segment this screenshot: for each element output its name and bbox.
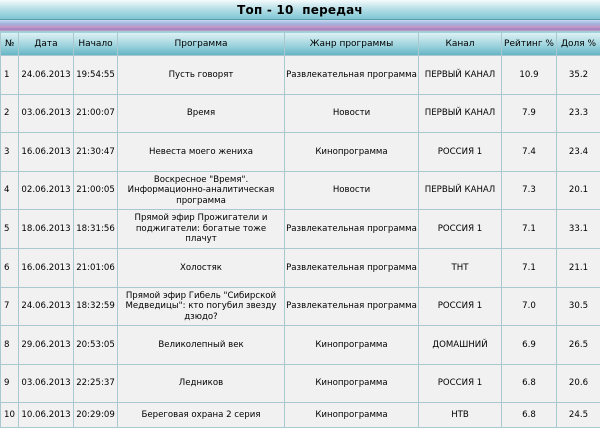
cell-program: Ледников	[118, 364, 285, 403]
cell-program: Прямой эфир Прожигатели и поджигатели: богатые тоже плачут	[118, 210, 285, 249]
cell-rating: 10.9	[502, 56, 557, 95]
cell-share: 35.2	[557, 56, 600, 95]
cell-share: 23.4	[557, 133, 600, 172]
column-header-genre: Жанр программы	[285, 32, 419, 56]
cell-rating: 7.3	[502, 171, 557, 210]
column-header-rating: Рейтинг %	[502, 32, 557, 56]
cell-program: Пусть говорят	[118, 56, 285, 95]
cell-genre: Кинопрограмма	[285, 133, 419, 172]
column-header-channel: Канал	[419, 32, 502, 56]
cell-rating: 7.1	[502, 248, 557, 287]
cell-date: 16.06.2013	[19, 248, 74, 287]
cell-number: 4	[1, 171, 19, 210]
cell-start: 18:32:59	[74, 287, 118, 326]
cell-share: 23.3	[557, 94, 600, 133]
cell-rating: 6.9	[502, 326, 557, 365]
cell-start: 21:00:05	[74, 171, 118, 210]
cell-program: Великолепный век	[118, 326, 285, 365]
cell-genre: Развлекательная программа	[285, 56, 419, 95]
cell-share: 20.6	[557, 364, 600, 403]
table-row	[1, 287, 600, 326]
cell-program: Береговая охрана 2 серия	[118, 403, 285, 428]
cell-start: 22:25:37	[74, 364, 118, 403]
cell-genre: Кинопрограмма	[285, 403, 419, 428]
cell-channel: РОССИЯ 1	[419, 133, 502, 172]
cell-rating: 7.0	[502, 287, 557, 326]
cell-channel: ДОМАШНИЙ	[419, 326, 502, 365]
table-row	[1, 171, 600, 210]
cell-share: 30.5	[557, 287, 600, 326]
cell-channel: РОССИЯ 1	[419, 210, 502, 249]
cell-share: 24.5	[557, 403, 600, 428]
cell-date: 03.06.2013	[19, 94, 74, 133]
cell-number: 6	[1, 248, 19, 287]
table-row	[1, 248, 600, 287]
cell-number: 9	[1, 364, 19, 403]
column-header-start: Начало	[74, 32, 118, 56]
cell-genre: Новости	[285, 171, 419, 210]
cell-start: 20:53:05	[74, 326, 118, 365]
table-row	[1, 133, 600, 172]
table-row	[1, 403, 600, 428]
column-header-program: Программа	[118, 32, 285, 56]
cell-number: 10	[1, 403, 19, 428]
cell-rating: 7.4	[502, 133, 557, 172]
cell-number: 2	[1, 94, 19, 133]
cell-channel: ПЕРВЫЙ КАНАЛ	[419, 56, 502, 95]
cell-start: 20:29:09	[74, 403, 118, 428]
cell-genre: Новости	[285, 94, 419, 133]
column-header-number: №	[1, 32, 19, 56]
cell-date: 24.06.2013	[19, 56, 74, 95]
cell-program: Прямой эфир Гибель "Сибирской Медведицы": кто погубил звезду дзюдо?	[118, 287, 285, 326]
cell-start: 21:00:07	[74, 94, 118, 133]
cell-date: 10.06.2013	[19, 403, 74, 428]
table-title-bar	[0, 0, 600, 20]
cell-date: 29.06.2013	[19, 326, 74, 365]
cell-program: Время	[118, 94, 285, 133]
cell-channel: ПЕРВЫЙ КАНАЛ	[419, 171, 502, 210]
cell-share: 20.1	[557, 171, 600, 210]
cell-share: 33.1	[557, 210, 600, 249]
cell-program: Холостяк	[118, 248, 285, 287]
cell-number: 1	[1, 56, 19, 95]
column-header-share: Доля %	[557, 32, 600, 56]
cell-channel: ТНТ	[419, 248, 502, 287]
cell-number: 8	[1, 326, 19, 365]
cell-program: Невеста моего жениха	[118, 133, 285, 172]
cell-rating: 6.8	[502, 403, 557, 428]
cell-channel: ПЕРВЫЙ КАНАЛ	[419, 94, 502, 133]
cell-rating: 7.9	[502, 94, 557, 133]
cell-channel: НТВ	[419, 403, 502, 428]
cell-genre: Кинопрограмма	[285, 326, 419, 365]
table-row	[1, 94, 600, 133]
cell-share: 21.1	[557, 248, 600, 287]
header-row	[1, 32, 600, 56]
cell-date: 02.06.2013	[19, 171, 74, 210]
cell-number: 3	[1, 133, 19, 172]
cell-channel: РОССИЯ 1	[419, 287, 502, 326]
table-row	[1, 326, 600, 365]
cell-start: 21:01:06	[74, 248, 118, 287]
cell-date: 18.06.2013	[19, 210, 74, 249]
table-row	[1, 210, 600, 249]
cell-start: 18:31:56	[74, 210, 118, 249]
table-title: Топ - 10 передач	[237, 3, 363, 17]
cell-number: 5	[1, 210, 19, 249]
cell-channel: РОССИЯ 1	[419, 364, 502, 403]
cell-start: 21:30:47	[74, 133, 118, 172]
table-row	[1, 56, 600, 95]
cell-date: 03.06.2013	[19, 364, 74, 403]
cell-rating: 7.1	[502, 210, 557, 249]
cell-date: 24.06.2013	[19, 287, 74, 326]
table-row	[1, 364, 600, 403]
cell-genre: Кинопрограмма	[285, 364, 419, 403]
cell-rating: 6.8	[502, 364, 557, 403]
cell-program: Воскресное "Время". Информационно-аналитическая программа	[118, 171, 285, 210]
cell-share: 26.5	[557, 326, 600, 365]
top-programs-table	[0, 31, 600, 428]
cell-start: 19:54:55	[74, 56, 118, 95]
cell-date: 16.06.2013	[19, 133, 74, 172]
cell-number: 7	[1, 287, 19, 326]
cell-genre: Развлекательная программа	[285, 248, 419, 287]
column-header-date: Дата	[19, 32, 74, 56]
cell-genre: Развлекательная программа	[285, 210, 419, 249]
cell-genre: Развлекательная программа	[285, 287, 419, 326]
